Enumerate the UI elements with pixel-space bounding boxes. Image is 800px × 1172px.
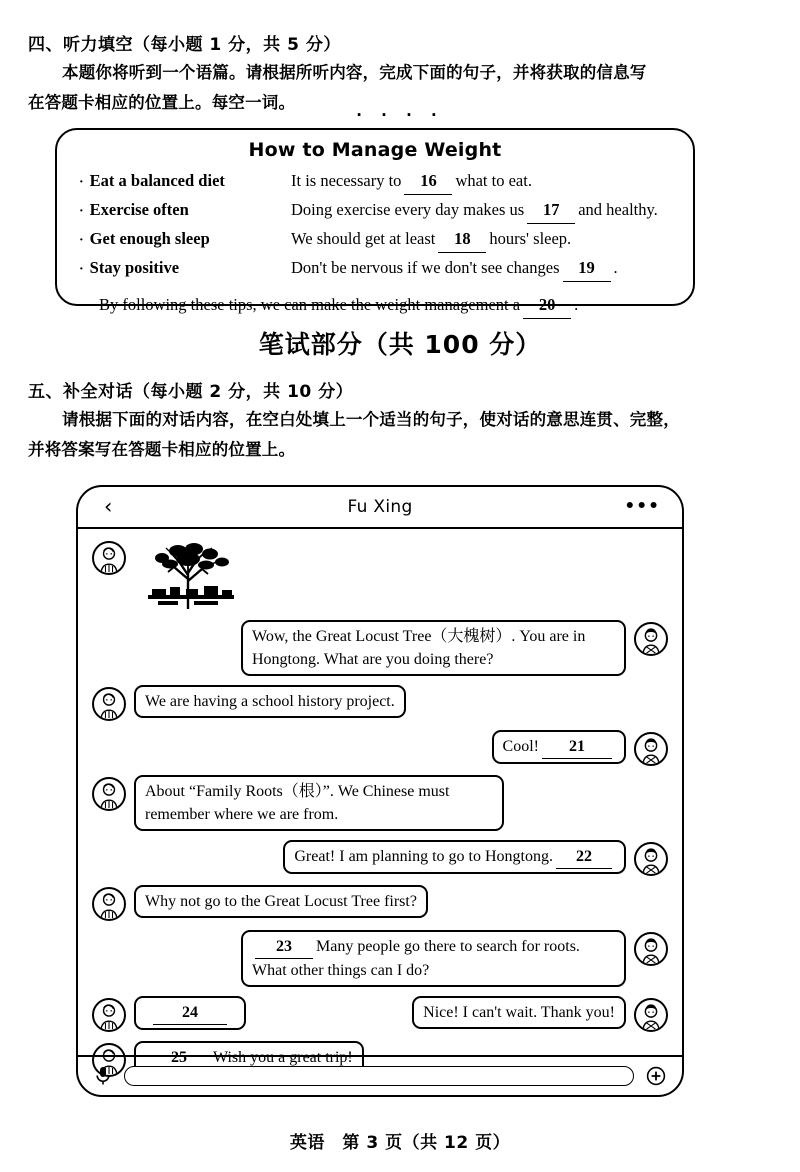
sentence-before: It is necessary to: [291, 171, 402, 190]
answer-blank-19[interactable]: 19: [563, 254, 611, 282]
bubble-text-before: Great! I am planning to go to Hongtong.: [294, 848, 553, 865]
sentence-after: what to eat.: [455, 171, 532, 190]
weight-card-row: [57, 167, 693, 196]
answer-blank-25[interactable]: 25: [148, 1046, 210, 1070]
chat-message-list: [78, 529, 682, 1066]
weight-card-rows: [57, 167, 693, 283]
weight-card-title: How to Manage Weight: [248, 139, 502, 161]
weight-tip-label: Eat a balanced diet: [89, 171, 225, 190]
weight-sentence: [291, 196, 658, 224]
bullet-icon: ·: [79, 262, 84, 277]
chat-message-row: [92, 996, 668, 1032]
chat-message: [92, 775, 668, 831]
message-bubble: [492, 730, 626, 764]
chat-message: [92, 930, 668, 987]
girl-avatar: [634, 932, 668, 966]
answer-blank-18[interactable]: 18: [438, 225, 486, 253]
section-five-instructions: [28, 405, 773, 465]
chat-message: [92, 996, 246, 1032]
bullet-icon: ·: [79, 175, 84, 190]
answer-blank-24[interactable]: 24: [153, 1001, 227, 1025]
section-five-instructions-line1: 请根据下面的对话内容，在空白处填上一个适当的句子，使对话的意思连贯、完整，: [62, 410, 680, 429]
chat-message: [92, 685, 668, 721]
weight-tip-label: Get enough sleep: [89, 229, 210, 248]
bubble-text-before: Cool!: [502, 738, 539, 755]
plus-circle-icon[interactable]: [646, 1066, 666, 1086]
boy-avatar: [92, 687, 126, 721]
answer-blank-22[interactable]: 22: [556, 845, 612, 869]
how-to-manage-weight-card: [55, 128, 695, 314]
more-options-icon[interactable]: •••: [624, 496, 660, 517]
weight-card-summary: [57, 291, 693, 319]
weight-tip: [79, 196, 291, 225]
message-bubble: Wow, the Great Locust Tree（大槐树）. You are in Hongtong. What are you doing there?: [241, 620, 626, 676]
dots-separator: · · · ·: [356, 106, 444, 124]
message-bubble: Why not go to the Great Locust Tree first?: [134, 885, 428, 918]
answer-blank-23[interactable]: 23: [255, 935, 313, 959]
bubble-text-after: Wish you a great trip!: [213, 1049, 353, 1066]
sentence-after: hours' sleep.: [489, 229, 572, 248]
answer-blank-17[interactable]: 17: [527, 196, 575, 224]
chat-app-mockup: [76, 485, 684, 1097]
message-bubble: [241, 930, 626, 987]
weight-sentence: [291, 254, 618, 282]
message-bubble: We are having a school history project.: [134, 685, 406, 718]
message-bubble: About “Family Roots（根）”. We Chinese must remember where we are from.: [134, 775, 504, 831]
boy-avatar: [92, 998, 126, 1032]
boy-avatar: [92, 541, 126, 575]
chat-message: [92, 730, 668, 766]
weight-card-row: [57, 225, 693, 254]
weight-sentence: [291, 167, 532, 195]
boy-avatar: [92, 887, 126, 921]
section-four-heading: 四、听力填空（每小题 1 分，共 5 分）: [28, 35, 341, 55]
girl-avatar: [634, 732, 668, 766]
weight-tip: [79, 225, 291, 254]
weight-tip-label: Stay positive: [89, 258, 180, 277]
back-chevron-icon[interactable]: ‹: [104, 494, 113, 519]
summary-after: .: [574, 295, 579, 314]
microphone-icon[interactable]: [94, 1065, 112, 1087]
sentence-before: Doing exercise every day makes us: [291, 200, 525, 219]
sentence-after: and healthy.: [578, 200, 658, 219]
section-four-instructions-line2: 在答题卡相应的位置上。每空一词。: [28, 93, 296, 112]
chat-header: [78, 487, 682, 529]
weight-tip: [79, 254, 291, 283]
sentence-after: .: [613, 258, 618, 277]
weight-tip-label: Exercise often: [89, 200, 189, 219]
section-five-heading: 五、补全对话（每小题 2 分，共 10 分）: [28, 382, 354, 402]
chat-contact-name: Fu Xing: [347, 497, 413, 517]
message-bubble: Nice! I can't wait. Thank you!: [412, 996, 626, 1029]
chat-message: [92, 539, 668, 611]
answer-blank-21[interactable]: 21: [542, 735, 612, 759]
bullet-icon: ·: [79, 204, 84, 219]
great-locust-tree-photo: [134, 539, 246, 611]
weight-card-row: [57, 254, 693, 283]
section-five-instructions-line2: 并将答案写在答题卡相应的位置上。: [28, 440, 296, 459]
message-bubble: [134, 996, 246, 1030]
chat-message: [92, 840, 668, 876]
chat-message: [92, 885, 668, 921]
message-bubble: [283, 840, 626, 874]
girl-avatar: [634, 998, 668, 1032]
page-footer: 英语 第 3 页（共 12 页）: [289, 1133, 511, 1153]
chat-message: [412, 996, 668, 1032]
sentence-before: We should get at least: [291, 229, 436, 248]
answer-blank-16[interactable]: 16: [404, 167, 452, 195]
chat-input-bar: [78, 1055, 682, 1095]
weight-card-row: [57, 196, 693, 225]
boy-avatar: [92, 777, 126, 811]
chat-message: [92, 620, 668, 676]
section-four-instructions-line1: 本题你将听到一个语篇。请根据所听内容，完成下面的句子，并将获取的信息写: [62, 63, 647, 82]
girl-avatar: [634, 622, 668, 656]
summary-before: By following these tips, we can make the weight management a: [99, 295, 521, 314]
message-input-field[interactable]: [124, 1066, 634, 1086]
weight-sentence: [291, 225, 571, 253]
girl-avatar: [634, 842, 668, 876]
written-part-title: 笔试部分（共 100 分）: [258, 330, 542, 359]
bubble-text-after: Many people go there to search for roots. What other things can I do?: [252, 938, 580, 979]
answer-blank-20[interactable]: 20: [523, 291, 571, 319]
sentence-before: Don't be nervous if we don't see changes: [291, 258, 560, 277]
bullet-icon: ·: [79, 233, 84, 248]
weight-tip: [79, 167, 291, 196]
